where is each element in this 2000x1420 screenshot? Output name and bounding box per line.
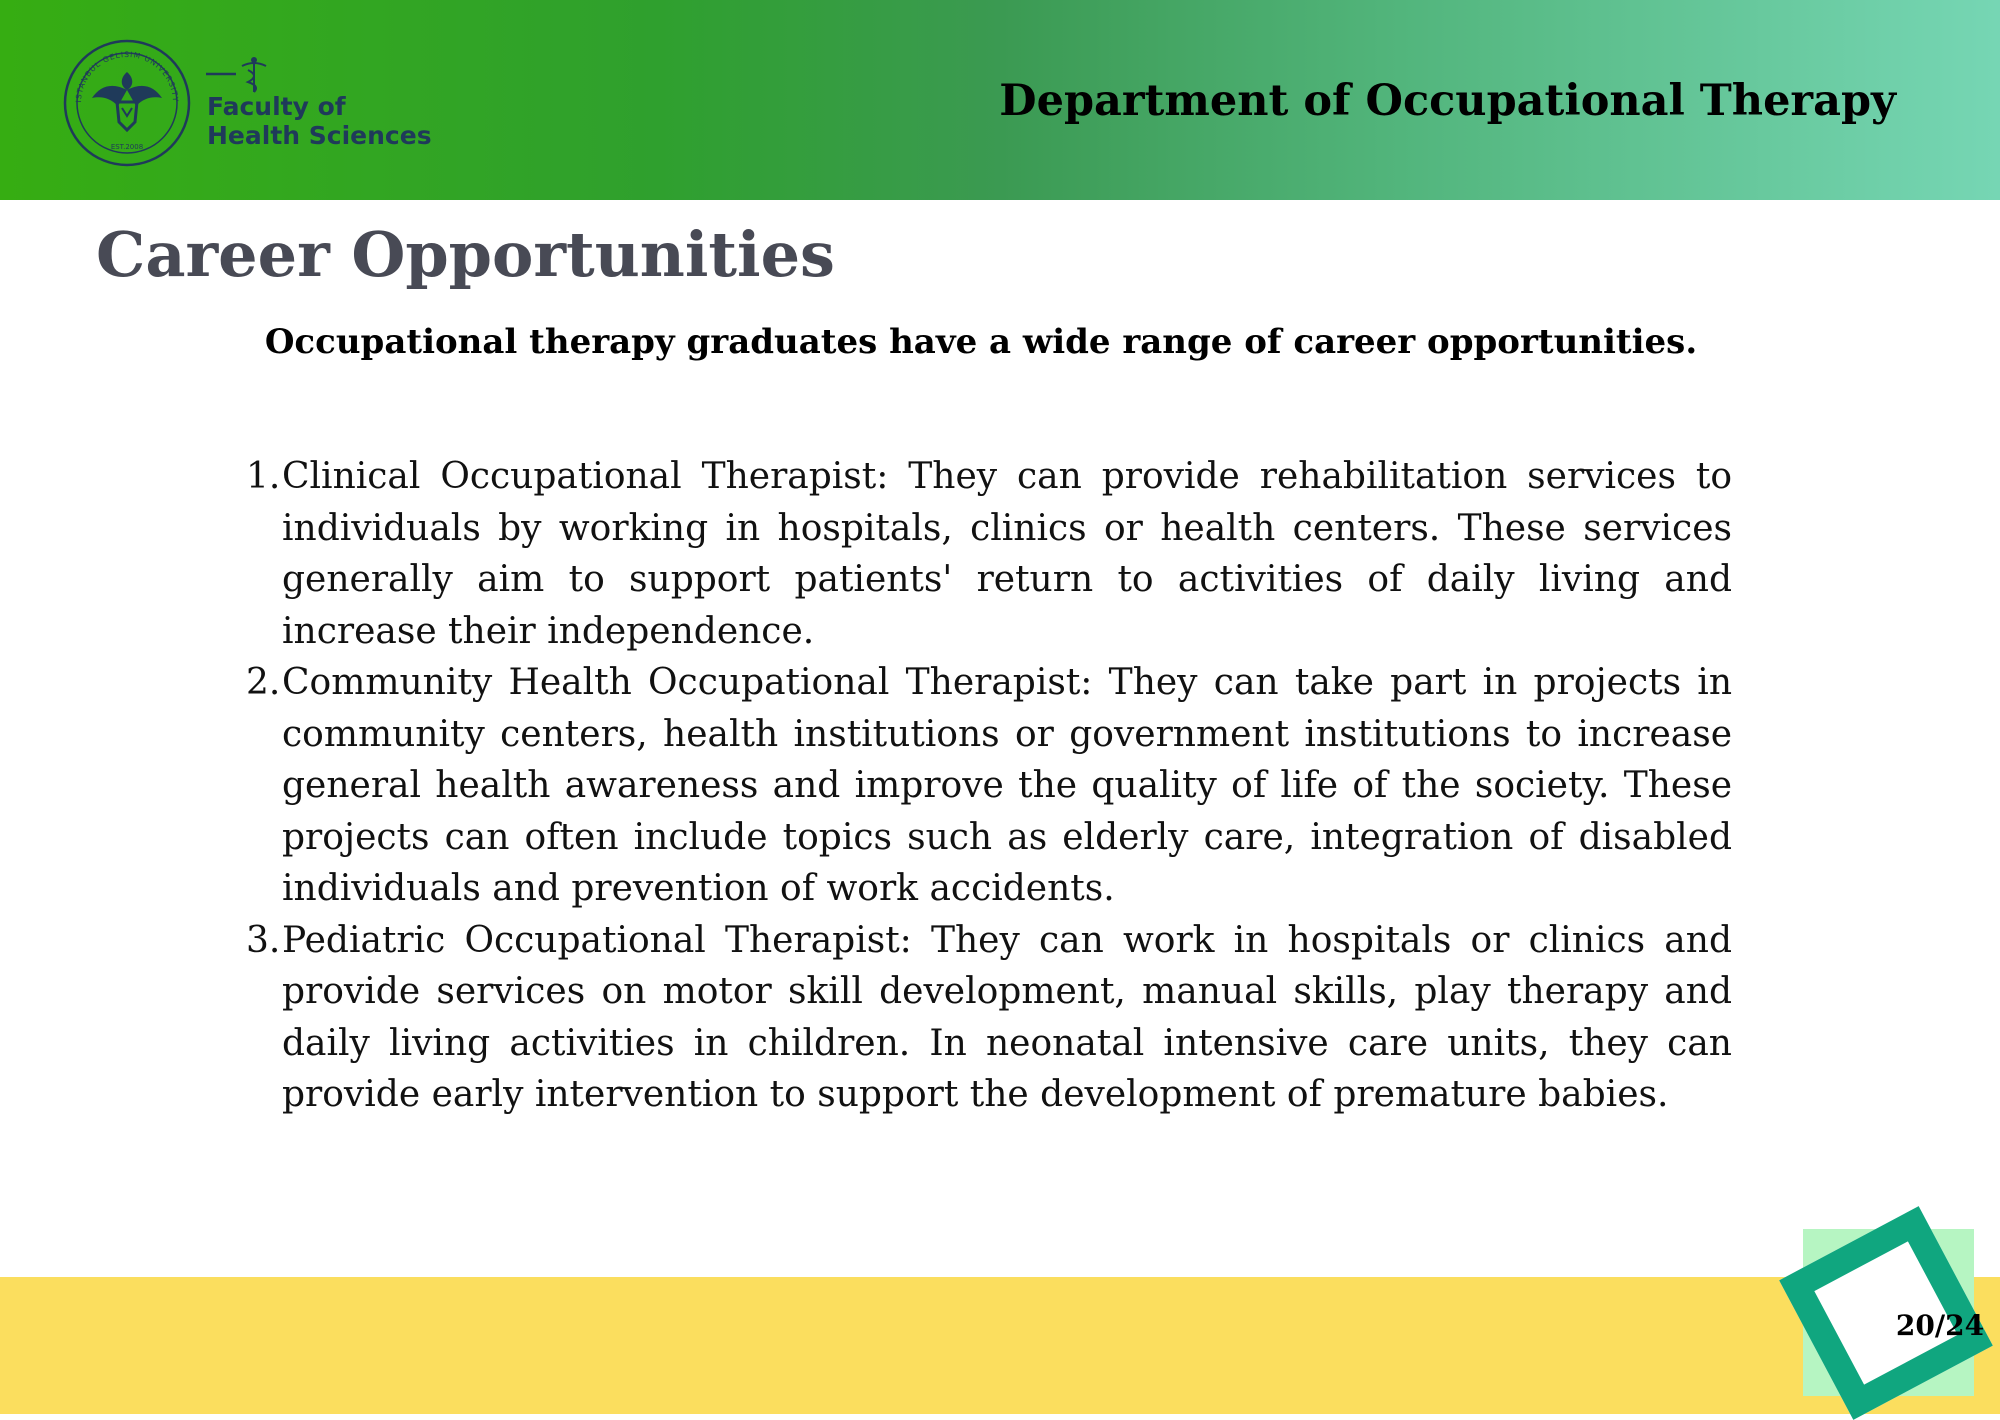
list-item-text: Clinical Occupational Therapist: They can provide rehabilitation services to individuals by working in hospitals, clinics or health centers. These services generally aim to support patients' return to activities of daily living and increase their independence. [282, 456, 1732, 652]
page-number-badge [1773, 1200, 2000, 1414]
list-item [246, 451, 1732, 657]
list-item-number: 1. [246, 456, 281, 497]
faculty-name-line2: Health Sciences [207, 121, 432, 150]
list-item [246, 915, 1732, 1121]
list-item-number: 3. [246, 919, 281, 961]
seal-est-text: EST.2008 [110, 143, 144, 151]
university-seal-logo [62, 38, 192, 168]
page-subtitle: Occupational therapy graduates have a wide range of career opportunities. [264, 322, 1698, 362]
page-number: 20/24 [1895, 1309, 1985, 1342]
caduceus-icon [206, 54, 270, 94]
faculty-name [207, 92, 432, 150]
list-item-text: Community Health Occupational Therapist: They can take part in projects in community centers, health institutions or government institutions to increase general health awareness and improve the quality of life of the society. These projects can often include topics such as elderly care, integration of disabled individuals and prevention of work accidents. [282, 662, 1732, 909]
footer-band [0, 1277, 2000, 1414]
faculty-name-line1: Faculty of [207, 92, 346, 121]
list-item-number: 2. [246, 662, 281, 703]
list-item-text: Pediatric Occupational Therapist: They can work in hospitals or clinics and provide services on motor skill development, manual skills, play therapy and daily living activities in children. In neonatal intensive care units, they can provide early intervention to support the development of premature babies. [282, 919, 1732, 1115]
department-title: Department of Occupational Therapy [999, 76, 1896, 126]
list-item [246, 657, 1732, 915]
career-list [246, 451, 1732, 1121]
header-banner [0, 0, 2000, 200]
page-title: Career Opportunities [96, 218, 835, 291]
seal-arc-text: ISTANBUL GELISIM UNIVERSITY [73, 49, 181, 103]
